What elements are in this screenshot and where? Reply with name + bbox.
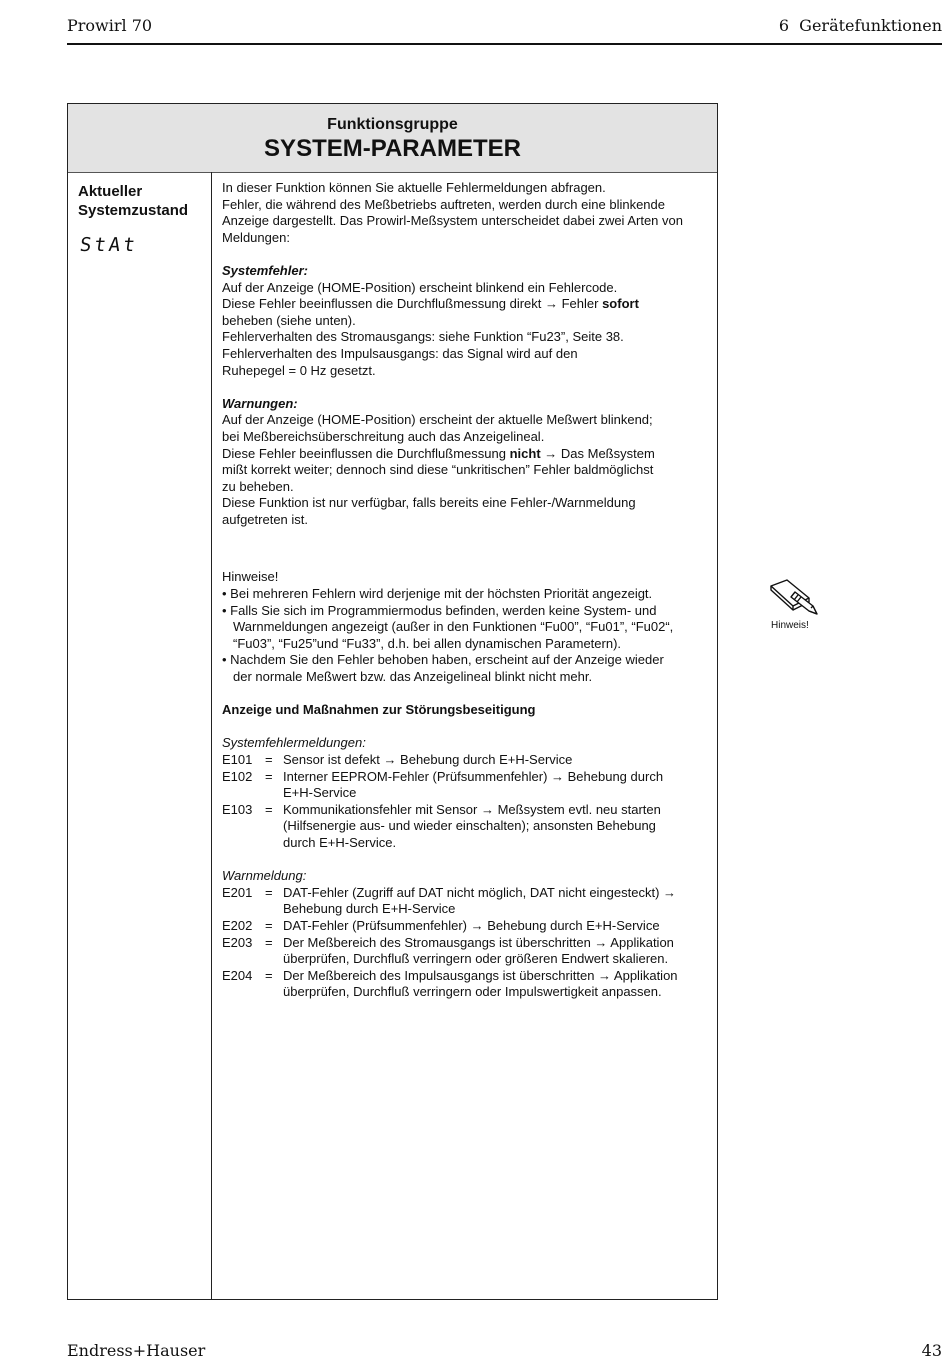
- error-code: E204: [222, 967, 253, 983]
- system-errors-heading: Systemfehlermeldungen:: [222, 735, 366, 751]
- text-line: mißt korrekt weiter; dennoch sind diese “unkritischen” Fehler baldmöglichst: [222, 462, 654, 478]
- bullet-item: • Nachdem Sie den Fehler behoben haben, erscheint auf der Anzeige wieder: [222, 652, 664, 668]
- text-line: Ruhepegel = 0 Hz gesetzt.: [222, 362, 376, 378]
- intro-line: Meldungen:: [222, 229, 290, 245]
- bullet-continuation: Warnmeldungen angezeigt (außer in den Funktionen “Fu00”, “Fu01”, “Fu02“,: [233, 619, 674, 635]
- header-rule: [67, 43, 942, 45]
- bullet-continuation: der normale Meßwert bzw. das Anzeigelineal blinkt nicht mehr.: [233, 669, 593, 685]
- description-line: Interner EEPROM-Fehler (Prüfsummenfehler) → Behebung durch: [283, 768, 664, 784]
- systemfehler-heading: Systemfehler:: [222, 262, 308, 278]
- bullet-item: • Bei mehreren Fehlern wird derjenige mit der höchsten Priorität angezeigt.: [222, 586, 653, 602]
- error-description: [283, 935, 712, 968]
- text-line: bei Meßbereichsüberschreitung auch das Anzeigelineal.: [222, 428, 545, 444]
- pencil-note-icon: [765, 574, 821, 622]
- description-line: DAT-Fehler (Prüfsummenfehler) → Behebung durch E+H-Service: [283, 917, 660, 933]
- header-chapter: 6 Gerätefunktionen: [778, 16, 942, 35]
- group-title: SYSTEM-PARAMETER: [264, 135, 521, 162]
- page-number: 43: [921, 1341, 942, 1360]
- error-entry: [222, 918, 712, 935]
- equals-sign: =: [265, 884, 273, 900]
- margin-note-label: Hinweis!: [771, 620, 809, 631]
- equals-sign: =: [265, 967, 273, 983]
- error-entry: [222, 802, 712, 852]
- equals-sign: =: [265, 801, 273, 817]
- bullet-item: • Falls Sie sich im Programmiermodus befinden, werden keine System- und: [222, 602, 657, 618]
- equals-sign: =: [265, 917, 273, 933]
- text-line: Auf der Anzeige (HOME-Position) erscheint der aktuelle Meßwert blinkend;: [222, 412, 653, 428]
- system-error-list: [222, 752, 712, 852]
- error-code: E102: [222, 768, 253, 784]
- intro-line: In dieser Funktion können Sie aktuelle Fehlermeldungen abfragen.: [222, 180, 606, 195]
- function-table: [67, 103, 718, 1300]
- error-code: E101: [222, 752, 253, 767]
- function-name-line: Aktueller: [78, 183, 143, 200]
- equals-sign: =: [265, 768, 273, 784]
- error-entry: [222, 752, 712, 769]
- text-line: zu beheben.: [222, 478, 294, 494]
- emphasis-sofort: sofort: [602, 296, 639, 312]
- error-description: [283, 885, 712, 918]
- text-line: aufgetreten ist.: [222, 511, 308, 527]
- text-span: → Das Meßsystem: [540, 445, 655, 461]
- bullet-continuation: “Fu03”, “Fu25”und “Fu33”, d.h. bei allen dynamischen Parametern).: [233, 635, 622, 651]
- column-divider: [211, 172, 212, 1299]
- text-line: [222, 296, 712, 313]
- error-description: [283, 802, 712, 852]
- hinweise-heading: Hinweise!: [222, 569, 279, 585]
- text-line: Fehlerverhalten des Impulsausgangs: das Signal wird auf den: [222, 345, 578, 361]
- text-line: Auf der Anzeige (HOME-Position) erscheint blinkend ein Fehlercode.: [222, 279, 618, 295]
- error-code: E202: [222, 917, 253, 933]
- error-entry: [222, 968, 712, 1001]
- text-line: Fehlerverhalten des Stromausgangs: siehe Funktion “Fu23”, Seite 38.: [222, 329, 624, 345]
- equals-sign: =: [265, 752, 273, 767]
- group-header: [68, 104, 717, 173]
- text-span: Diese Fehler beeinflussen die Durchflußmessung direkt → Fehler: [222, 296, 603, 312]
- description-line: Der Meßbereich des Stromausgangs ist überschritten → Applikation: [283, 934, 674, 950]
- emphasis-nicht: nicht: [509, 445, 541, 461]
- description-line: überprüfen, Durchfluß verringern oder größeren Endwert skalieren.: [283, 951, 669, 967]
- section-title: Anzeige und Maßnahmen zur Störungsbeseitigung: [222, 702, 536, 718]
- error-entry: [222, 769, 712, 802]
- error-description: [283, 918, 712, 935]
- description-line: (Hilfsenergie aus- und wieder einschalten); ansonsten Behebung: [283, 818, 656, 834]
- error-entry: [222, 885, 712, 918]
- error-description: [283, 769, 712, 802]
- intro-line: Anzeige dargestellt. Das Prowirl-Meßsystem unterscheidet dabei zwei Arten von: [222, 213, 683, 229]
- text-line: beheben (siehe unten).: [222, 312, 356, 328]
- warnings-heading: Warnmeldung:: [222, 868, 307, 884]
- description-line: E+H-Service: [283, 785, 357, 801]
- function-name: [78, 182, 208, 220]
- text-line: [222, 446, 712, 463]
- error-entry: [222, 935, 712, 968]
- error-code: E103: [222, 801, 253, 817]
- text-line: Diese Funktion ist nur verfügbar, falls bereits eine Fehler-/Warnmeldung: [222, 495, 636, 511]
- function-name-line: Systemzustand: [78, 202, 189, 219]
- error-description: [283, 752, 712, 769]
- header-product: Prowirl 70: [67, 16, 153, 35]
- error-description: [283, 968, 712, 1001]
- description-line: durch E+H-Service.: [283, 834, 397, 850]
- group-label: Funktionsgruppe: [327, 116, 458, 133]
- footer-company: Endress+Hauser: [67, 1341, 206, 1360]
- description-line: Sensor ist defekt → Behebung durch E+H-Service: [283, 752, 573, 767]
- intro-line: Fehler, die während des Meßbetriebs auftreten, werden durch eine blinkende: [222, 196, 665, 212]
- description-line: Behebung durch E+H-Service: [283, 901, 456, 917]
- warning-list: [222, 885, 712, 1001]
- error-code: E203: [222, 934, 253, 950]
- description-line: überprüfen, Durchfluß verringern oder Impulswertigkeit anpassen.: [283, 984, 662, 1000]
- warnungen-heading: Warnungen:: [222, 395, 298, 411]
- error-code: E201: [222, 884, 253, 900]
- display-code: StAt: [78, 234, 140, 256]
- description-line: Der Meßbereich des Impulsausgangs ist überschritten → Applikation: [283, 967, 678, 983]
- description-line: DAT-Fehler (Zugriff auf DAT nicht möglich, DAT nicht eingesteckt) →: [283, 884, 677, 900]
- text-span: Diese Fehler beeinflussen die Durchflußmessung: [222, 445, 510, 461]
- description-line: Kommunikationsfehler mit Sensor → Meßsystem evtl. neu starten: [283, 801, 661, 817]
- equals-sign: =: [265, 934, 273, 950]
- function-description: [222, 180, 712, 1001]
